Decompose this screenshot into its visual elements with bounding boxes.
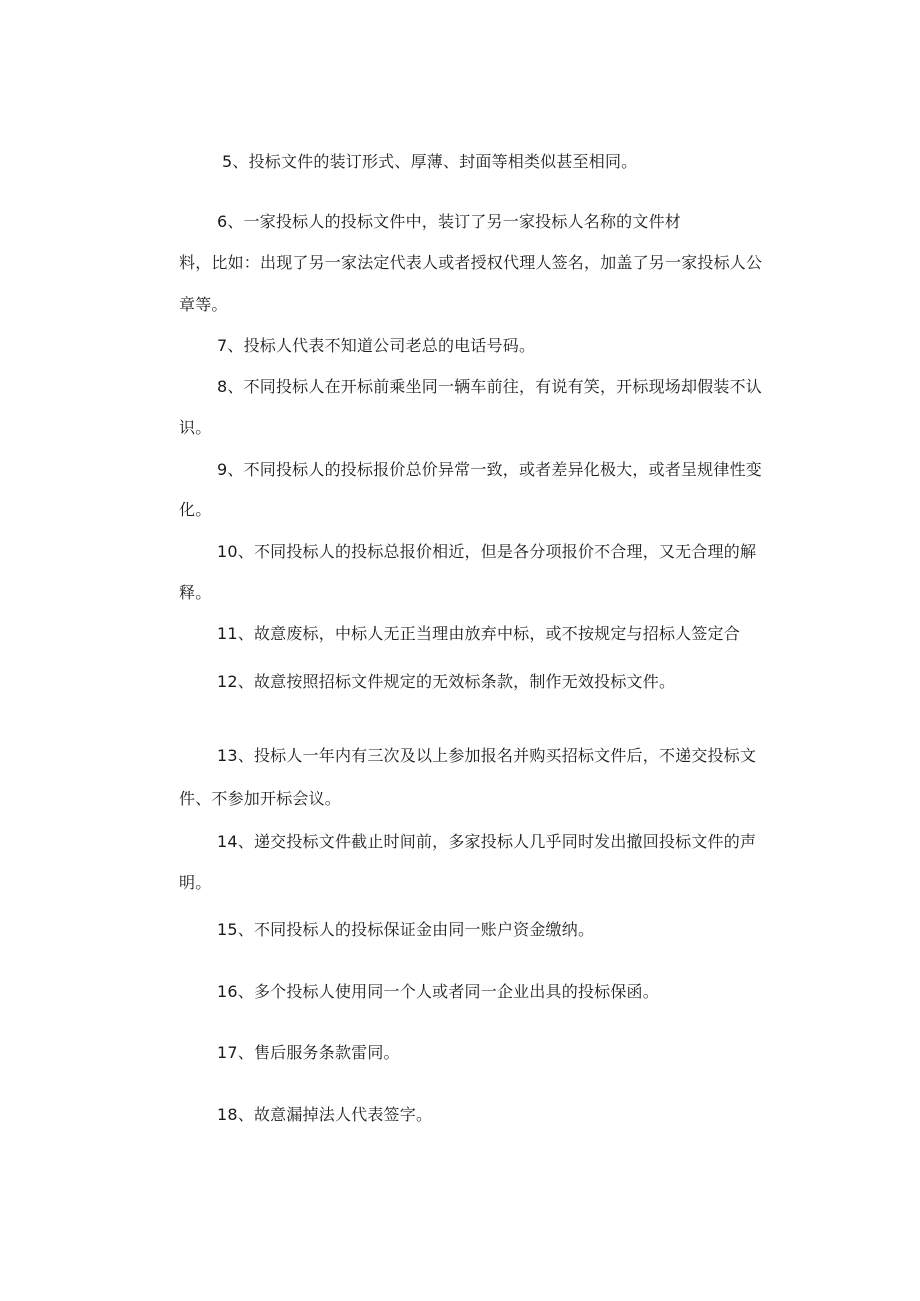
item-9-line-2: 化。 [179, 500, 212, 519]
item-6-line-2: 料，比如：出现了另一家法定代表人或者授权代理人签名，加盖了另一家投标人公 [179, 253, 763, 272]
item-8-line-2: 识。 [179, 418, 212, 437]
item-10-line-1: 10、不同投标人的投标总报价相近，但是各分项报价不合理，又无合理的解 [217, 542, 757, 561]
item-14-line-1: 14、递交投标文件截止时间前，多家投标人几乎同时发出撤回投标文件的声 [217, 832, 757, 851]
item-12-line-1: 12、故意按照招标文件规定的无效标条款，制作无效投标文件。 [217, 672, 676, 691]
item-5-line-1: 5、投标文件的装订形式、厚薄、封面等相类似甚至相同。 [222, 152, 638, 171]
item-18-line-1: 18、故意漏掉法人代表签字。 [217, 1105, 433, 1124]
item-6-line-1: 6、一家投标人的投标文件中，装订了另一家投标人名称的文件材 [217, 212, 681, 231]
item-17-line-1: 17、售后服务条款雷同。 [217, 1043, 400, 1062]
item-16-line-1: 16、多个投标人使用同一个人或者同一企业出具的投标保函。 [217, 982, 659, 1001]
item-14-line-2: 明。 [179, 873, 212, 892]
item-10-line-2: 释。 [179, 583, 212, 602]
item-7-line-1: 7、投标人代表不知道公司老总的电话号码。 [217, 336, 536, 355]
item-8-line-1: 8、不同投标人在开标前乘坐同一辆车前往，有说有笑，开标现场却假装不认 [217, 377, 762, 396]
item-6-line-3: 章等。 [179, 295, 228, 314]
item-15-line-1: 15、不同投标人的投标保证金由同一账户资金缴纳。 [217, 920, 595, 939]
item-13-line-2: 件、不参加开标会议。 [179, 789, 342, 808]
item-9-line-1: 9、不同投标人的投标报价总价异常一致，或者差异化极大，或者呈规律性变 [217, 460, 762, 479]
item-11-line-1: 11、故意废标，中标人无正当理由放弃中标，或不按规定与招标人签定合 [217, 624, 740, 643]
item-13-line-1: 13、投标人一年内有三次及以上参加报名并购买招标文件后，不递交投标文 [217, 746, 757, 765]
